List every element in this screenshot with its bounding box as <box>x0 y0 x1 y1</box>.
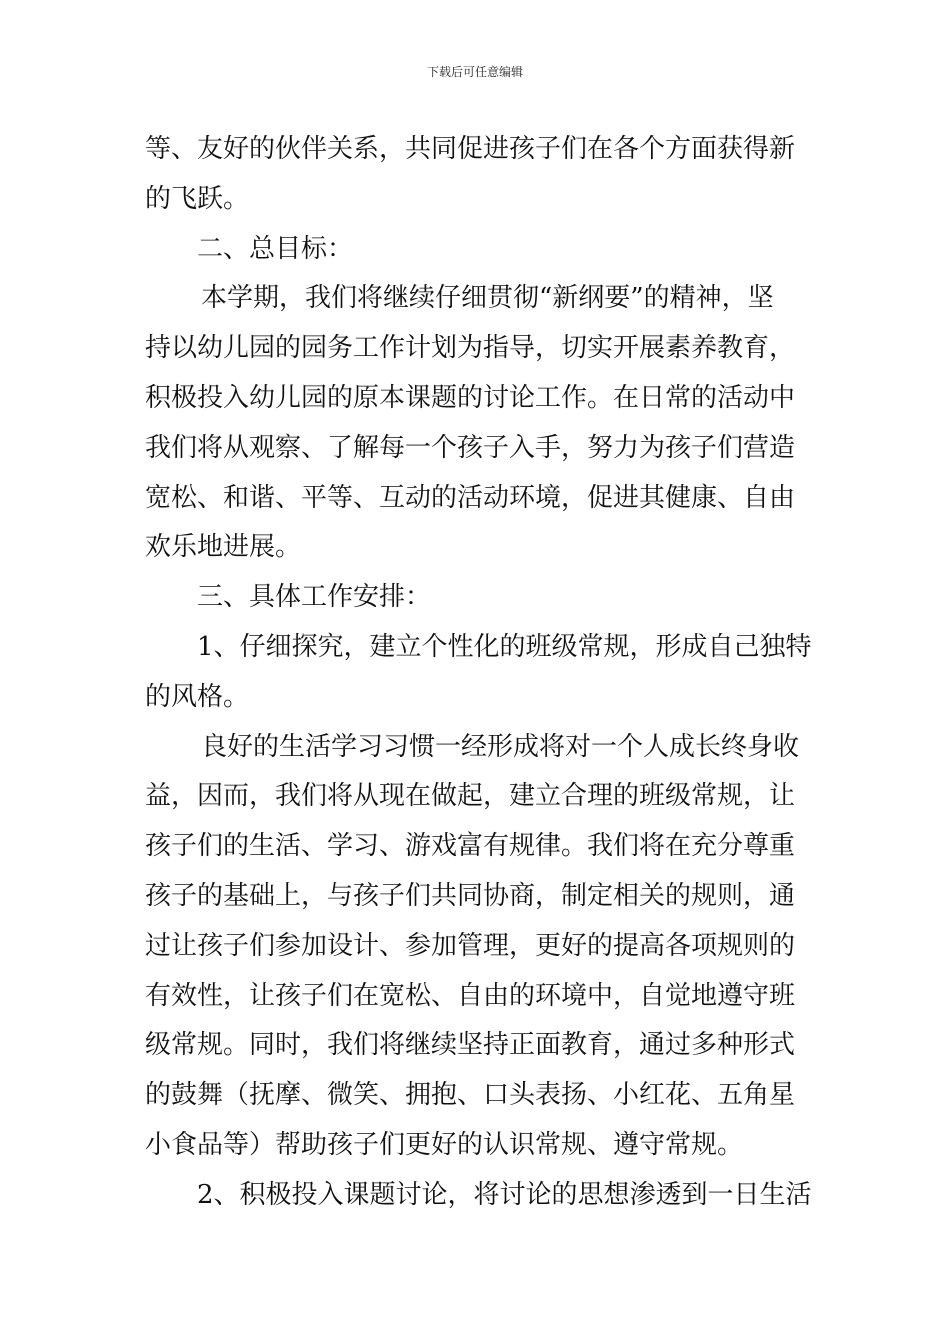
text-line: 小食品等）帮助孩子们更好的认识常规、遵守常规。 <box>145 1129 744 1160</box>
text-line: 的风格。 <box>145 681 250 712</box>
text-line: 有效性，让孩子们在宽松、自由的环境中，自觉地遵守班 <box>145 980 796 1011</box>
text-line: 的飞跃。 <box>145 183 250 214</box>
text-line: 过让孩子们参加设计、参加管理，更好的提高各项规则的 <box>145 930 796 961</box>
page-header-note: 下载后可任意编辑 <box>426 65 523 79</box>
text-line: 欢乐地进展。 <box>145 532 302 563</box>
text-line: 的鼓舞（抚摩、微笑、拥抱、口头表扬、小红花、五角星 <box>145 1080 796 1111</box>
document-body <box>145 125 810 1221</box>
text-line: 宽松、和谐、平等、互动的活动环境，促进其健康、自由 <box>145 482 796 513</box>
text-line: 持以幼儿园的园务工作计划为指导，切实开展素养教育， <box>145 333 796 364</box>
text-line: 良好的生活学习习惯一经形成将对一个人成长终身收 <box>201 731 800 762</box>
text-line: 孩子的基础上，与孩子们共同协商，制定相关的规则，通 <box>145 880 796 911</box>
text-line: 本学期，我们将继续仔细贯彻“新纲要”的精神，坚 <box>201 283 774 314</box>
section-heading: 三、具体工作安排： <box>197 582 432 613</box>
text-line: 1、仔细探究，建立个性化的班级常规，形成自己独特 <box>197 631 812 662</box>
text-line: 我们将从观察、了解每一个孩子入手，努力为孩子们营造 <box>145 432 796 463</box>
text-line: 等、友好的伙伴关系，共同促进孩子们在各个方面获得新 <box>145 134 796 164</box>
text-line: 积极投入幼儿园的原本课题的讨论工作。在日常的活动中 <box>145 382 796 413</box>
text-line: 孩子们的生活、学习、游戏富有规律。我们将在充分尊重 <box>145 831 796 862</box>
text-line: 益，因而，我们将从现在做起，建立合理的班级常规，让 <box>145 781 796 812</box>
text-line: 级常规。同时，我们将继续坚持正面教育，通过多种形式 <box>145 1030 796 1061</box>
section-heading: 二、总目标： <box>197 233 354 264</box>
text-line: 2、积极投入课题讨论，将讨论的思想渗透到一日生活 <box>197 1179 812 1210</box>
